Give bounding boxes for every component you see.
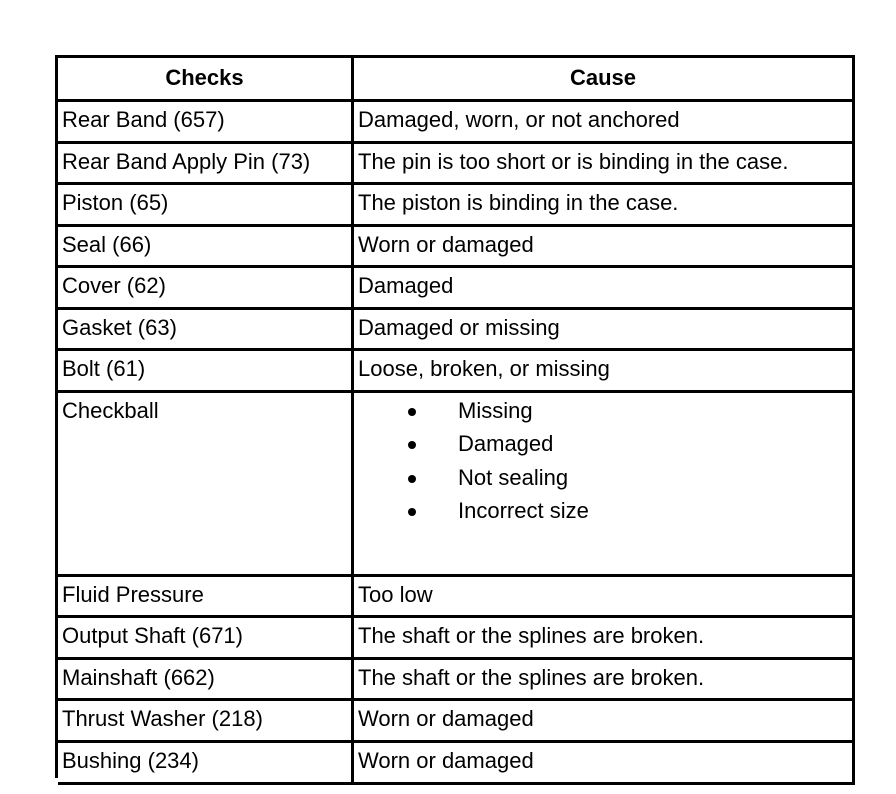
check-cell: Mainshaft (662) <box>58 660 354 699</box>
check-cell: Gasket (63) <box>58 310 354 349</box>
check-cell: Rear Band (657) <box>58 102 354 141</box>
cause-cell: Damaged, worn, or not anchored <box>354 102 855 141</box>
cause-cell: Worn or damaged <box>354 743 855 782</box>
table-row <box>58 268 855 310</box>
cause-cell: The pin is too short or is binding in the case. <box>354 144 855 183</box>
check-cell: Seal (66) <box>58 227 354 266</box>
table-row <box>58 618 855 660</box>
check-cell: Bolt (61) <box>58 351 354 390</box>
check-cell: Piston (65) <box>58 185 354 224</box>
bullet-icon <box>408 408 416 416</box>
cause-bullet-list <box>358 393 852 533</box>
column-header-cause: Cause <box>354 58 855 99</box>
cause-cell: The shaft or the splines are broken. <box>354 660 855 699</box>
table-row <box>58 577 855 619</box>
column-header-checks: Checks <box>58 58 354 99</box>
table-header-row <box>58 58 855 102</box>
table-row <box>58 144 855 186</box>
bullet-icon <box>408 508 416 516</box>
bullet-text: Missing <box>458 397 533 423</box>
table-row <box>58 102 855 144</box>
list-item <box>358 466 852 500</box>
check-cell: Fluid Pressure <box>58 577 354 616</box>
check-cell: Thrust Washer (218) <box>58 701 354 740</box>
table-row <box>58 351 855 393</box>
cause-cell: Too low <box>354 577 855 616</box>
bullet-text: Damaged <box>458 431 554 456</box>
table-row <box>58 660 855 702</box>
table-row <box>58 227 855 269</box>
bullet-icon <box>408 475 416 483</box>
check-cell: Output Shaft (671) <box>58 618 354 657</box>
check-cell: Bushing (234) <box>58 743 354 782</box>
cause-cell: Damaged <box>354 268 855 307</box>
list-item <box>358 399 852 433</box>
table-row-checkball <box>58 393 855 577</box>
cause-cell: Worn or damaged <box>354 701 855 740</box>
check-cell: Cover (62) <box>58 268 354 307</box>
bullet-icon <box>408 441 416 449</box>
bullet-text: Incorrect size <box>458 498 589 523</box>
bullet-text: Not sealing <box>458 464 569 490</box>
check-cell: Checkball <box>58 393 354 574</box>
check-cell: Rear Band Apply Pin (73) <box>58 144 354 183</box>
table-row <box>58 743 855 785</box>
cause-cell: Damaged or missing <box>354 310 855 349</box>
list-item <box>358 499 852 533</box>
diagnostic-table <box>55 55 855 778</box>
cause-cell: The piston is binding in the case. <box>354 185 855 224</box>
table-row <box>58 310 855 352</box>
cause-cell: Worn or damaged <box>354 227 855 266</box>
table-row <box>58 185 855 227</box>
cause-cell: Loose, broken, or missing <box>354 351 855 390</box>
cause-cell: The shaft or the splines are broken. <box>354 618 855 657</box>
list-item <box>358 432 852 466</box>
table-row <box>58 701 855 743</box>
cause-cell-bullets <box>354 393 855 574</box>
